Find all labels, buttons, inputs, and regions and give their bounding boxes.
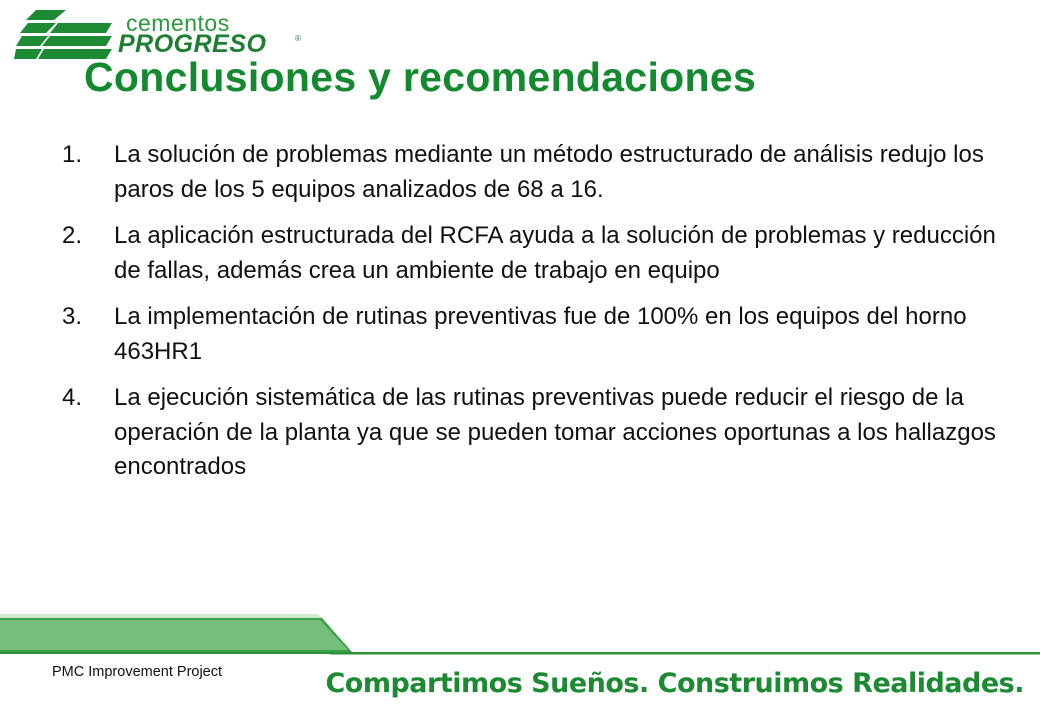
list-item xyxy=(62,219,1012,288)
list-item-text: La aplicación estructurada del RCFA ayuda a la solución de problemas y reducción de fallas, además crea un ambiente de trabajo en equipo xyxy=(114,222,996,284)
footer-project-label: PMC Improvement Project xyxy=(52,664,223,680)
footer-decorative-band xyxy=(0,612,1040,672)
list-item xyxy=(62,138,1012,207)
list-item xyxy=(62,300,1012,369)
logo-registered-mark: ® xyxy=(295,34,301,43)
list-item-text: La ejecución sistemática de las rutinas preventivas puede reducir el riesgo de la operación de la planta ya que se pueden tomar acciones oportunas a los hallazgos encontrados xyxy=(114,384,996,480)
footer-slogan: Compartimos Sueños. Construimos Realidades. xyxy=(325,668,1024,699)
list-item-number: 4. xyxy=(62,384,83,411)
list-item xyxy=(62,381,1012,485)
list-item-text: La solución de problemas mediante un método estructurado de análisis redujo los paros de los 5 equipos analizados de 68 a 16. xyxy=(114,141,984,203)
company-logo xyxy=(14,8,304,60)
slide-title: Conclusiones y recomendaciones xyxy=(84,54,757,100)
list-item-number: 2. xyxy=(62,222,83,249)
list-item-text: La implementación de rutinas preventivas fue de 100% en los equipos del horno 463HR1 xyxy=(114,303,967,365)
logo-cementos-text: cementos xyxy=(126,10,230,36)
list-item-number: 3. xyxy=(62,303,83,330)
logo-stripes-icon xyxy=(14,8,114,60)
list-item-number: 1. xyxy=(62,141,83,168)
conclusions-list xyxy=(62,138,1012,497)
logo-progreso-text: PROGRESO xyxy=(118,30,267,58)
